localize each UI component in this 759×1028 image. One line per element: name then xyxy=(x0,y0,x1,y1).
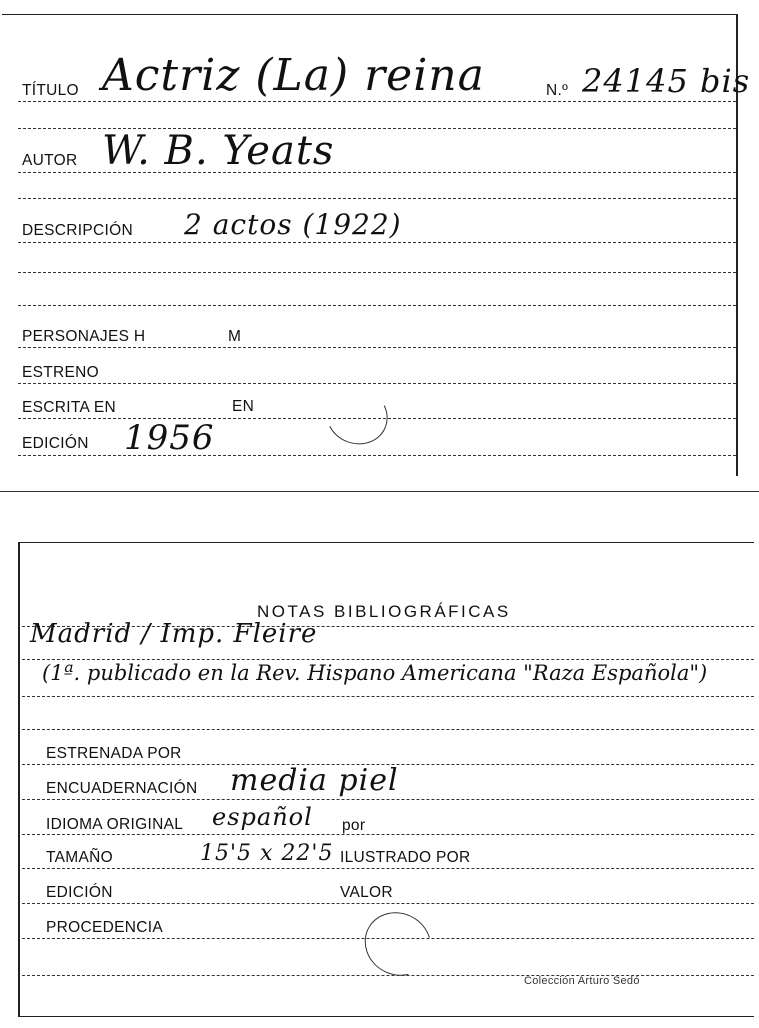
estrenada-label: ESTRENADA POR xyxy=(46,745,182,762)
autor-value: W. B. Yeats xyxy=(102,128,335,174)
rule xyxy=(18,383,736,384)
rule xyxy=(18,347,736,348)
tamano-value: 15'5 x 22'5 xyxy=(200,841,334,866)
rule xyxy=(22,659,754,660)
personajes-label: PERSONAJES H xyxy=(22,328,146,345)
card-left-border xyxy=(18,542,20,1016)
idioma-value: español xyxy=(212,803,313,831)
rule xyxy=(22,903,754,904)
rule xyxy=(18,305,736,306)
tamano-label: TAMAÑO xyxy=(46,849,113,866)
valor-label: VALOR xyxy=(340,884,393,901)
personajes-m-label: M xyxy=(228,328,242,345)
descripcion-value: 2 actos (1922) xyxy=(184,208,402,241)
numero-value: 24145 bis xyxy=(582,62,751,100)
stamp-mark xyxy=(318,379,395,453)
notas-heading: NOTAS BIBLIOGRÁFICAS xyxy=(257,602,511,621)
ilustrado-label: ILUSTRADO POR xyxy=(340,849,471,866)
rule xyxy=(18,272,736,273)
rule xyxy=(18,198,736,199)
titulo-value: Actriz (La) reina xyxy=(102,50,485,101)
edicion-label: EDICIÓN xyxy=(46,884,113,901)
procedencia-label: PROCEDENCIA xyxy=(46,919,163,936)
catalog-card-notes xyxy=(0,535,759,1028)
titulo-label: TÍTULO xyxy=(22,82,79,99)
note-line-2: (1ª. publicado en la Rev. Hispano Americana "Raza Española") xyxy=(42,661,708,685)
encuadernacion-label: ENCUADERNACIÓN xyxy=(46,780,198,797)
card-top-border xyxy=(2,14,738,15)
estreno-label: ESTRENO xyxy=(22,364,100,381)
note-line-1: Madrid / Imp. Fleire xyxy=(30,619,318,649)
rule xyxy=(22,868,754,869)
idioma-por-label: por xyxy=(342,817,366,834)
rule xyxy=(22,834,754,835)
rule xyxy=(18,172,736,173)
encuadernacion-value: media piel xyxy=(230,763,399,798)
rule xyxy=(22,799,754,800)
descripcion-label: DESCRIPCIÓN xyxy=(22,222,133,239)
edicion-value: 1956 xyxy=(124,418,215,458)
rule xyxy=(22,975,754,976)
autor-label: AUTOR xyxy=(22,152,78,169)
card-separator xyxy=(0,491,759,492)
rule xyxy=(22,696,754,697)
escrita-label: ESCRITA EN xyxy=(22,399,117,416)
collection-footer: Colección Arturo Sedó xyxy=(524,975,640,987)
rule xyxy=(22,729,754,730)
rule xyxy=(18,101,736,102)
numero-label: N.º xyxy=(546,82,569,99)
rule xyxy=(18,242,736,243)
rule xyxy=(18,455,736,456)
idioma-label: IDIOMA ORIGINAL xyxy=(46,816,184,833)
escrita-en-label: EN xyxy=(232,398,255,415)
card-bottom-border xyxy=(18,1016,754,1017)
catalog-card-main xyxy=(0,0,759,490)
edicion-label: EDICIÓN xyxy=(22,435,89,452)
card-top-border xyxy=(18,542,754,543)
